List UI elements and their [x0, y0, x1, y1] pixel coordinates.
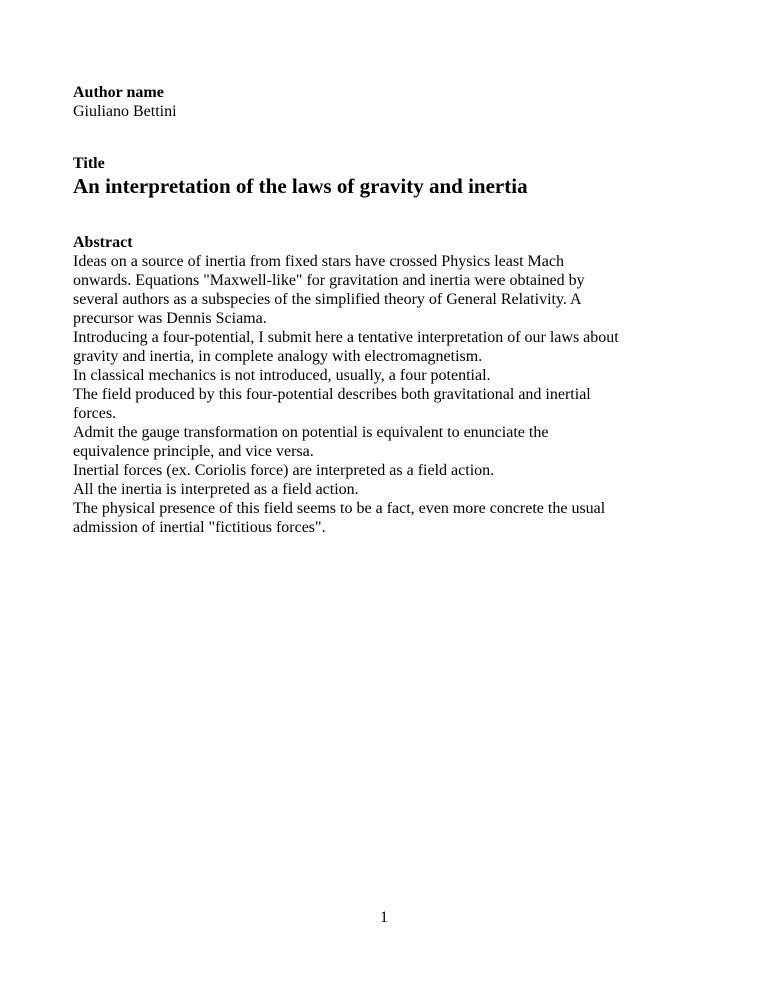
abstract-line: Inertial forces (ex. Coriolis force) are interpreted as a field action. [73, 462, 495, 479]
abstract-line: In classical mechanics is not introduced, usually, a four potential. [73, 367, 491, 384]
abstract-line: Introducing a four-potential, I submit here a tentative interpretation of our laws about [73, 329, 619, 346]
abstract-line: All the inertia is interpreted as a field action. [73, 481, 359, 498]
abstract-line: equivalence principle, and vice versa. [73, 443, 314, 460]
abstract-line: admission of inertial "fictitious forces". [73, 519, 326, 536]
abstract-line: precursor was Dennis Sciama. [73, 310, 267, 327]
abstract-label: Abstract [73, 234, 133, 251]
abstract-line: gravity and inertia, in complete analogy with electromagnetism. [73, 348, 483, 365]
abstract-line: forces. [73, 405, 117, 422]
title-label: Title [73, 155, 105, 172]
author-label: Author name [73, 84, 164, 101]
abstract-body [73, 252, 713, 537]
abstract-line: The field produced by this four-potential describes both gravitational and inertial [73, 386, 591, 403]
author-name: Giuliano Bettini [73, 103, 177, 120]
page-number: 1 [380, 909, 388, 926]
abstract-line: onwards. Equations "Maxwell-like" for gravitation and inertia were obtained by [73, 272, 585, 289]
paper-title: An interpretation of the laws of gravity and inertia [73, 174, 528, 198]
abstract-line: The physical presence of this field seems to be a fact, even more concrete the usual [73, 500, 606, 517]
document-content [73, 83, 713, 537]
abstract-line: Ideas on a source of inertia from fixed stars have crossed Physics least Mach [73, 253, 564, 270]
abstract-line: Admit the gauge transformation on potential is equivalent to enunciate the [73, 424, 549, 441]
abstract-line: several authors as a subspecies of the simplified theory of General Relativity. A [73, 291, 582, 308]
